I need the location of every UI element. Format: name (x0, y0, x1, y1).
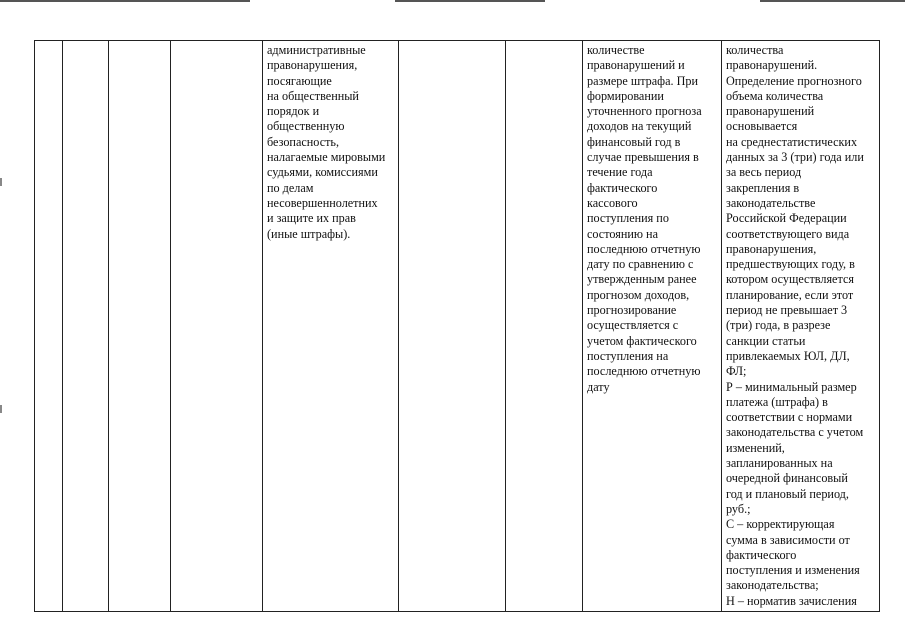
table-cell-col3 (109, 41, 171, 612)
scan-edge-line (395, 0, 545, 2)
formula-description-text: количества правонарушений. Определение прогнозного объема количества правонарушений основывается на среднестатистических данных за 3 (три) года или за весь период закрепления в законодательстве Российской Федерации соответствующего вида правонарушения, предшествующих году, в котором осуществляется планирование, если этот период не превышает 3 (три) года, в разрезе санкции статьи привлекаемых ЮЛ, ДЛ, ФЛ; Р – минимальный размер платежа (штрафа) в соответствии с нормами законодательства с учетом изменений, запланированных на очередной финансовый год и плановый период, руб.; С – корректирующая сумма в зависимости от фактического поступления и изменения законодательства; Н – норматив зачисления (726, 43, 864, 608)
table-cell-col6 (399, 41, 506, 612)
table-cell-col2 (63, 41, 109, 612)
document-table (34, 40, 880, 612)
scan-artifact (0, 178, 2, 186)
payment-description-text: административные правонарушения, посягающие на общественный порядок и общественную безопасность, налагаемые мировыми судьями, комиссиями по делам несовершеннолетних и защите их прав (иные штрафы). (267, 43, 386, 241)
table-cell-col7 (506, 41, 583, 612)
table-row (35, 41, 880, 612)
scan-edge-line (760, 0, 905, 2)
table-cell-col4 (171, 41, 263, 612)
table-cell-payment-description (263, 41, 399, 612)
table-cell-formula-description (722, 41, 880, 612)
table-cell-col1 (35, 41, 63, 612)
table-cell-forecast-method (583, 41, 722, 612)
forecast-method-text: количестве правонарушений и размере штрафа. При формировании уточненного прогноза доходов на текущий финансовый год в случае превышения в течение года фактического кассового поступления по состоянию на последнюю отчетную дату по сравнению с утвержденным ранее прогнозом доходов, прогнозирование осуществляется с учетом фактического поступления на последнюю отчетную дату (587, 43, 702, 394)
scan-artifact (0, 405, 2, 413)
scan-edge-line (0, 0, 250, 2)
